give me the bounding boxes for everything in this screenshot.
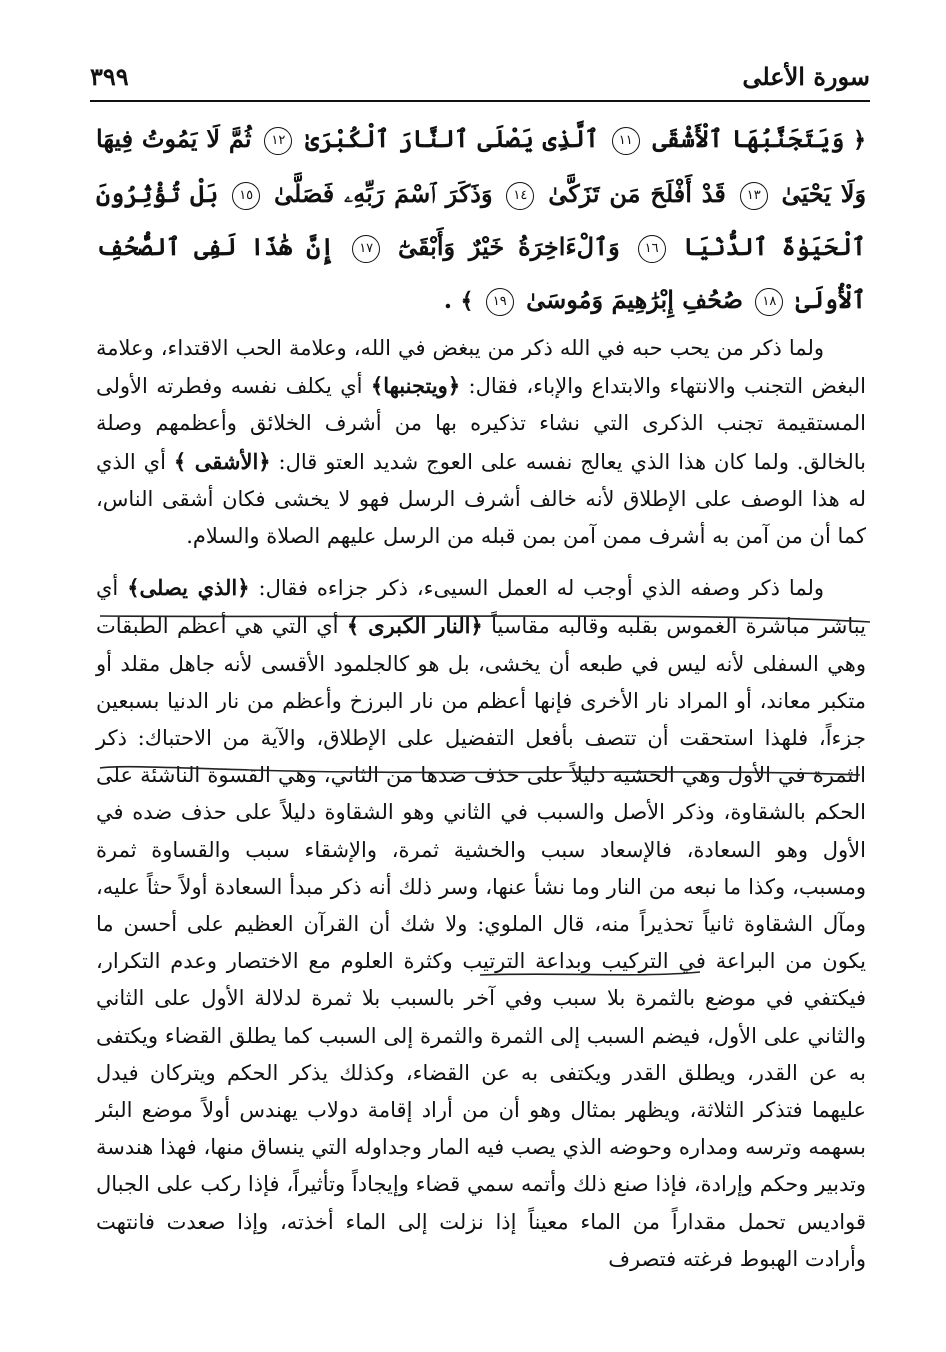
verse-number: ١٦ xyxy=(638,235,666,263)
verse-number: ١٨ xyxy=(755,288,783,316)
paragraph-1 xyxy=(96,330,866,555)
quote-highlight: ﴿ويتجنبها﴾ xyxy=(370,373,461,399)
verse-text: إِنَّ هَٰذَا لَفِى ٱلصُّحُفِ ٱلْأُولَىٰ xyxy=(96,232,866,314)
verse-number: ١١ xyxy=(612,127,640,155)
verse-end-mark: . xyxy=(443,285,453,314)
verse-text: وَٱلْءَاخِرَةُ خَيْرٌ وَأَبْقَىٰٓ xyxy=(398,232,620,261)
quote-highlight: ﴿النار الكبرى ﴾ xyxy=(346,613,483,639)
paragraph-text: أي الذي له هذا الوصف على الإطلاق لأنه خالف أشرف الرسل فهو لا يخشى فكان أشقى الناس، كما أن من آمن به أشرف ممن آمن بمن قبله من الرسل عليهم الصلاة والسلام. xyxy=(96,449,866,549)
header-rule xyxy=(90,100,870,102)
paragraph-text: ولما ذكر من يحب حبه في الله ذكر من يبغض في الله، وعلامة الحب الاقتداء، وعلامة البغض التجنب والانتهاء والابتداع والإباء، فقال: xyxy=(96,336,866,399)
paragraph-text: أي يكلف نفسه وفطرته الأولى المستقيمة تجنب الذكرى التي نشاء تذكيره بها من أشرف الخلائق وأعظمهم وصلة بالخالق. ولما كان هذا الذي يعالج نفسه على العوج شديد العتو قال: xyxy=(96,374,866,474)
verse-number: ١٢ xyxy=(264,127,292,155)
quran-verses xyxy=(96,112,866,328)
verse-text: ثُمَّ لَا يَمُوتُ فِيهَا وَلَا يَحْيَىٰ xyxy=(96,124,867,208)
verse-text: وَيَتَجَنَّبُهَا ٱلْأَشْقَى xyxy=(652,124,845,153)
page-body xyxy=(96,112,866,1278)
page-header xyxy=(90,58,870,102)
verse-close-bracket: ﴾ xyxy=(460,288,474,314)
verse-text: صُحُفِ إِبْرَٰهِيمَ وَمُوسَىٰ xyxy=(526,285,743,314)
paragraph-text: ولما ذكر وصفه الذي أوجب له العمل السيىء، ذكر جزاءه فقال: xyxy=(249,576,825,601)
paragraph-2 xyxy=(96,569,866,1278)
verse-text: ٱلَّذِى يَصْلَى ٱلنَّارَ ٱلْكُبْرَىٰ xyxy=(305,124,599,153)
verse-text: وَذَكَرَ ٱسْمَ رَبِّهِۦ فَصَلَّىٰ xyxy=(274,179,493,208)
verse-number: ١٩ xyxy=(486,288,514,316)
verse-number: ١٤ xyxy=(506,182,534,210)
paragraph-text: أي يباشر مباشرة الغموس بقلبه وقالبه مقاسياً xyxy=(96,576,866,639)
quote-highlight: ﴿الذي يصلى﴾ xyxy=(127,575,250,601)
paragraph-text: أي التي هي أعظم الطبقات وهي السفلى لأنه ليس في طبعه أن يخشى، بل هو كالجلمود الأقسى لأنه جاهل مقلد أو متكبر معاند، أو المراد نار الأخرى فإنها أعظم من نار البرزخ وأعظم من نار الدنيا بسبعين جزءاً، فلهذا استحقت أن تتصف بأفعل التفضيل على الإطلاق، والآية من الاحتباك: ذكر الثمرة في الأول وهي الخشية دليلاً على حذف ضدها من الثاني، وهي القسوة الناشئة على الحكم بالشقاوة، وذكر الأصل والسبب في الثاني وهو الشقاوة دليلاً على حذف ضده في الأول وهو السعادة، فالإسعاد سبب والخشية ثمرة، والإشقاء سبب والقساوة ثمرة ومسبب، وكذا ما نبعه من النار وما نشأ عنها، وسر ذلك أنه ذكر مبدأ السعادة أولاً حثاً عليه، ومآل الشقاوة ثانياً تحذيراً منه، قال الملوي: ولا شك أن القرآن العظيم على أحسن ما يكون من البراعة في التركيب وبداعة الترتيب وكثرة العلوم مع الاختصار وعدم التكرار، فيكتفي في موضع بالثمرة بلا سبب وفي آخر بالسبب بلا ثمرة لدلالة الأول على الثاني والثاني على الأول، فيضم السبب إلى الثمرة والثمرة إلى السبب كما يطلق القضاء ويكتفى به عن القدر، ويطلق القدر ويكتفى به عن القضاء، وكذلك يذكر الحكم ويتركان فيدل عليهما فتذكر الثلاثة، ويظهر بمثال وهو أن من أراد إقامة دولاب يهندس أولاً موضع البئر بسهمه وترسه ومداره وحوضه الذي يصب فيه المار وجداوله التي ينساق منها، فهذا هندسة وتدبير وحكم وإرادة، فإذا صنع ذلك وأتمه سمي قضاء وإيجاداً وتأثيراً، فإذا ركب على الجبال قواديس تحمل مقداراً من الماء معيناً إذا نزلت إلى الماء أخذته، وإذا صعدت فانتهت وأرادت الهبوط فرغته فتصرف xyxy=(96,614,866,1271)
verse-text: بَلْ تُؤْثِرُونَ ٱلْحَيَوٰةَ ٱلدُّنْيَا xyxy=(96,179,866,261)
page-number: ٣٩٩ xyxy=(90,62,129,91)
verse-number: ١٧ xyxy=(352,235,380,263)
surah-title: سورة الأعلى xyxy=(742,62,870,91)
verse-text: قَدْ أَفْلَحَ مَن تَزَكَّىٰ xyxy=(548,179,726,208)
verse-number: ١٥ xyxy=(232,182,260,210)
quote-highlight: ﴿الأشقى ﴾ xyxy=(173,448,271,474)
verse-open-bracket: ﴿ xyxy=(853,127,866,153)
verse-number: ١٣ xyxy=(740,182,768,210)
